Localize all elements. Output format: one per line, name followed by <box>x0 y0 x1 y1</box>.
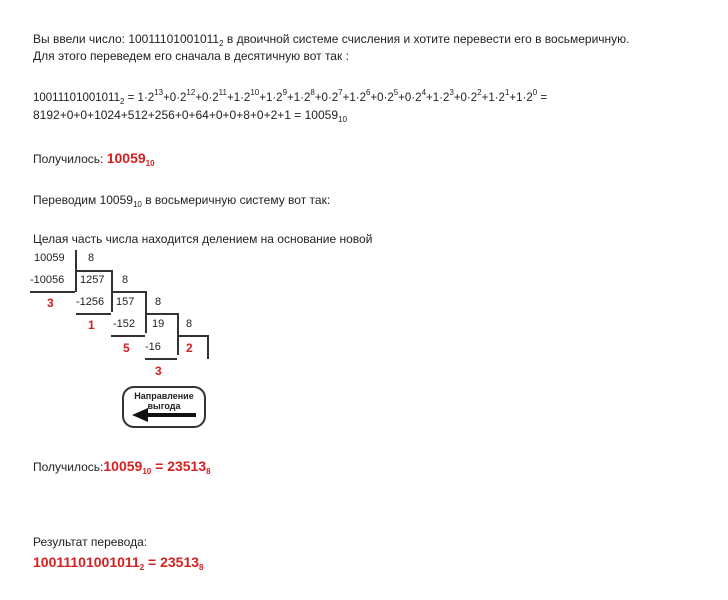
expansion-term: $+1\cdot 2^0$ <box>509 88 538 104</box>
divisor: 8 <box>122 274 129 286</box>
last-remainder: 2 <box>186 341 193 355</box>
expansion-term: $1\cdot 2^{13}$ <box>137 88 164 104</box>
result-1-label: Получилось: <box>33 152 107 166</box>
intro-text-end: в двоичной системе счисления и хотите перевести его в восьмеричную. <box>223 32 630 46</box>
intro-line-2: Для этого переведем его сначала в десятичную вот так : <box>33 49 349 63</box>
intro-text: Вы ввели число: <box>33 32 129 46</box>
expansion-term: $+1\cdot 2^6$ <box>342 88 371 104</box>
quotient: 19 <box>152 318 165 330</box>
expansion-term: $+1\cdot 2^1$ <box>481 88 510 104</box>
result-1-value: 10059 <box>106 150 146 166</box>
final-bin: 10011101001011 <box>33 554 140 570</box>
subtrahend: -1256 <box>76 296 105 308</box>
convert-line <box>33 193 330 209</box>
result-2-base: 10 <box>142 467 152 476</box>
final-result <box>33 554 204 572</box>
division-bracket <box>207 335 209 359</box>
division-line <box>76 313 111 315</box>
division-bracket <box>111 291 145 293</box>
subtrahend: -16 <box>145 341 161 353</box>
final-oct-base: 8 <box>199 563 204 572</box>
left-arrow-head-icon <box>132 408 148 422</box>
expansion-term: $+1\cdot 2^{10}$ <box>226 88 260 104</box>
subtrahend: -10056 <box>30 274 65 286</box>
division-bracket <box>75 270 111 272</box>
sum-line <box>33 108 347 124</box>
reading-direction-box <box>122 386 206 428</box>
remainder: 1 <box>88 318 95 332</box>
convert-base: 10 <box>132 200 142 209</box>
expansion-lhs: 10011101001011 <box>33 92 120 104</box>
result-1-base: 10 <box>145 159 155 168</box>
division-bracket <box>145 291 147 333</box>
remainder: 5 <box>123 341 130 355</box>
expansion-term: $+0\cdot 2^{11}$ <box>195 88 227 104</box>
final-eq: = 23513 <box>144 554 200 570</box>
divisor: 8 <box>186 318 193 330</box>
division-line <box>145 358 177 360</box>
expansion-term: $+0\cdot 2^7$ <box>314 88 343 104</box>
expansion-term: $+0\cdot 2^4$ <box>398 88 427 104</box>
division-bracket <box>177 313 179 355</box>
result-2-value: 10059 <box>103 458 143 474</box>
input-base: 2 <box>219 39 224 48</box>
convert-text: Переводим 10059 <box>33 193 133 207</box>
division-bracket <box>145 313 177 315</box>
quotient: 157 <box>116 296 135 308</box>
intro-line-1 <box>33 32 629 48</box>
division-line <box>111 335 145 337</box>
quotient: 1257 <box>80 274 105 286</box>
expansion-term: $+1\cdot 2^8$ <box>287 88 315 104</box>
expansion-term: $+1\cdot 2^9$ <box>259 88 288 104</box>
result-1 <box>33 150 155 168</box>
expansion-term: $+0\cdot 2^{12}$ <box>163 88 196 104</box>
expansion-terms: $1\cdot 2^{13}+0\cdot 2^{12}+0\cdot 2^{11}+1\cdot 2^{10}+1\cdot 2^9+1\cdot 2^8+0\cdot 2^7+1\cdot 2^6+0\cdot 2^5+0\cdot 2^4+1\cdot 2^3+0\cdot 2^2+1\cdot 2^1+1\cdot 2^0$ = <box>137 88 548 104</box>
final-label: Результат перевода: <box>33 535 148 549</box>
dividend: 10059 <box>34 252 65 264</box>
direction-label-2: выгода <box>147 401 181 411</box>
subtrahend: -152 <box>113 318 136 330</box>
result-2-eq: = 23513 <box>151 458 207 474</box>
direction-label-1: Направление <box>134 391 194 401</box>
expansion-term: $+0\cdot 2^5$ <box>370 88 399 104</box>
result-2 <box>33 458 211 476</box>
convert-text-end: в восьмеричную систему вот так: <box>141 193 331 207</box>
input-number: 10011101001011 <box>128 32 220 46</box>
result-2-label: Получилось: <box>33 460 104 474</box>
expansion-line: $10011101001011_2 = 1\cdot 2^{13}+0\cdot 2^{12}+0\cdot 2^{11}+1\cdot 2^{10}+1\cdot 2^9+1\cdot 2^8+0\cdot 2^7+1\cdot 2^6+0\cdot 2^5+0\cdot 2^4+1\cdot 2^3+0\cdot 2^2+1\cdot 2^1+1\cdot 2^0$ = <box>33 88 548 106</box>
final-bin-base: 2 <box>139 563 145 572</box>
sum-base: 10 <box>338 115 347 124</box>
remainder: 3 <box>155 364 162 378</box>
divisor: 8 <box>155 296 162 308</box>
remainder: 3 <box>47 296 54 310</box>
sum-text: 8192+0+0+1024+512+256+0+64+0+0+8+0+2+1 = 10059 <box>33 108 338 122</box>
left-arrow-icon <box>148 413 196 417</box>
division-line <box>30 291 75 293</box>
expansion-term: $+0\cdot 2^2$ <box>453 88 482 104</box>
divisor: 8 <box>88 252 95 264</box>
division-bracket <box>177 335 207 337</box>
expansion-term: $+1\cdot 2^3$ <box>426 88 454 104</box>
result-2-res-base: 8 <box>206 467 211 476</box>
expansion-lhs-base: 2 <box>119 97 125 106</box>
division-heading: Целая часть числа находится делением на основание новой <box>33 232 373 246</box>
